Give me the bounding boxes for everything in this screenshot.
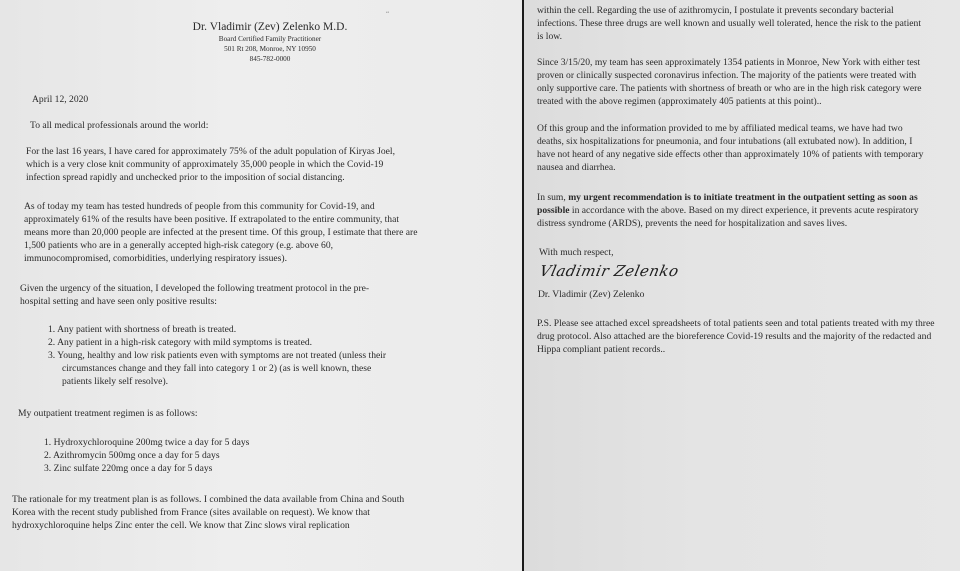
treatment-criteria-list bbox=[48, 323, 400, 388]
paragraph-rationale: The rationale for my treatment plan is as follows. I combined the data available from China and South Korea with the recent study published from France (sites available on request). We know that hydroxychloroquine helps Zinc enter the cell. We know that Zinc slows viral replication bbox=[12, 494, 405, 531]
paragraph-recommendation bbox=[537, 191, 933, 230]
letterhead-phone: 845-782-0000 bbox=[249, 55, 291, 63]
letterhead-address: 501 Rt 208, Monroe, NY 10950 bbox=[224, 45, 316, 53]
regimen-list bbox=[44, 436, 384, 475]
recommendation-emphasis: my urgent recommendation is to initiate treatment in the outpatient setting as soon as possible bbox=[537, 192, 918, 216]
paragraph-rationale-continued: within the cell. Regarding the use of azithromycin, I postulate it prevents secondary bacterial infections. These three drugs are well known and usually well tolerated, hence the risk to the patient is low. bbox=[537, 5, 921, 42]
list-item: 2. Any patient in a high-risk category with mild symptoms is treated. bbox=[48, 337, 313, 348]
letterhead-title: Board Certified Family Practitioner bbox=[218, 35, 322, 43]
recommendation-lead: In sum, bbox=[537, 192, 569, 203]
regimen-intro: My outpatient treatment regimen is as follows: bbox=[18, 408, 198, 419]
paragraph-testing: As of today my team has tested hundreds of people from this community for Covid-19, and approximately 61% of the results have been positive. If extrapolated to the entire community, that means more than 20,000 people are infected at the present time. Of this group, I estimate that there are 1,500 patients who are in a generally accepted high-risk category (e.g. above 60, immunocompromised, comorbidities, underlying respiratory issues). bbox=[24, 201, 418, 264]
postscript: P.S. Please see attached excel spreadsheets of total patients seen and total patients treated with my three drug protocol. Also attached are the bioreference Covid-19 results and the majority of the redacted and Hippa compliant patient records.. bbox=[537, 318, 935, 355]
page-mark: “ bbox=[386, 10, 390, 18]
paragraph-outcomes: Of this group and the information provided to me by affiliated medical teams, we have had two deaths, six hospitalizations for pneumonia, and four intubations (all extubated now). In addition, I have not heard of any negative side effects other than approximately 10% of patients with temporary nausea and diarrhea. bbox=[537, 123, 924, 173]
paragraph-community: For the last 16 years, I have cared for approximately 75% of the adult population of Kiryas Joel, which is a very close knit community of approximately 35,000 people in which the Covid-19 infection spread rapidly and unchecked prior to the imposition of social distancing. bbox=[26, 146, 395, 183]
closing: With much respect, bbox=[539, 247, 614, 258]
list-item: 1. Any patient with shortness of breath is treated. bbox=[48, 324, 237, 335]
letterhead-name: Dr. Vladimir (Zev) Zelenko M.D. bbox=[192, 21, 348, 33]
paragraph-patients-seen: Since 3/15/20, my team has seen approximately 1354 patients in Monroe, New York with either test proven or clinically suspected coronavirus infection. The majority of the patients were treated with only supportive care. The patients with shortness of breath or who are in the high risk category were treated with the above regimen (approximately 405 patients at this point).. bbox=[537, 57, 922, 107]
handwritten-signature: Vladimir Zelenko bbox=[538, 262, 681, 280]
list-item: 2. Azithromycin 500mg once a day for 5 days bbox=[44, 450, 220, 461]
paragraph-protocol-intro: Given the urgency of the situation, I developed the following treatment protocol in the pre-hospital setting and have seen only positive results: bbox=[20, 283, 370, 307]
list-item: 3. Young, healthy and low risk patients even with symptoms are not treated (unless their circumstances change and they fall into category 1 or 2) (as is well known, these patients likely self resolve). bbox=[48, 350, 387, 387]
list-item: 1. Hydroxychloroquine 200mg twice a day for 5 days bbox=[44, 437, 250, 448]
signer-name: Dr. Vladimir (Zev) Zelenko bbox=[538, 289, 645, 300]
recommendation-rest: in accordance with the above. Based on my direct experience, it prevents acute respiratory distress syndrome (ARDS), prevents the need for hospitalization and saves lives. bbox=[537, 205, 919, 229]
letterhead bbox=[120, 20, 420, 64]
salutation: To all medical professionals around the world: bbox=[30, 120, 209, 131]
list-item: 3. Zinc sulfate 220mg once a day for 5 days bbox=[44, 463, 213, 474]
letter-page-right bbox=[524, 0, 960, 571]
letter-date: April 12, 2020 bbox=[32, 94, 89, 105]
